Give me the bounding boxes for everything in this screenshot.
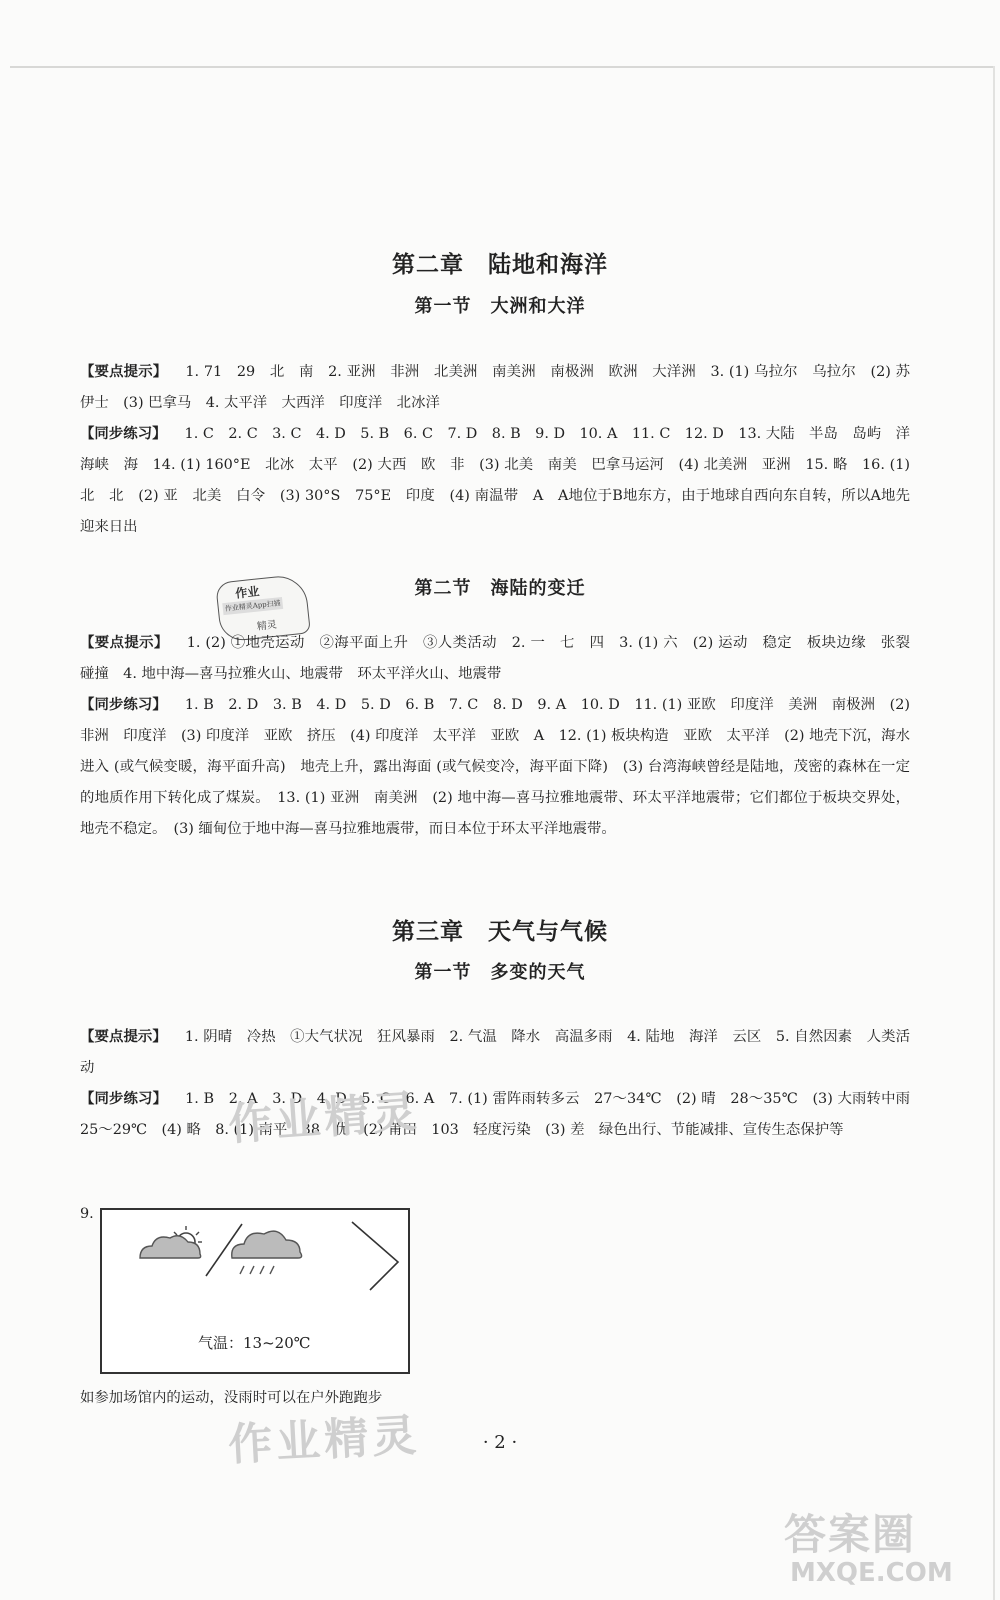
stamp-line1: 作业	[234, 584, 260, 601]
watermark-1: 作业精灵	[226, 1086, 422, 1151]
page-edge-top	[10, 66, 995, 68]
key-points-text: 1. (2) ①地壳运动 ②海平面上升 ③人类活动 2. 一 七 四 3. (1) 六 (2) 运动 稳定 板块边缘 张裂 碰撞 4. 地中海—喜马拉雅火山、地震带 环太平洋火山、地震带	[80, 635, 925, 682]
logo-daanquan: 答案圈	[784, 1510, 917, 1559]
chapter3-section1-title: 第一节 多变的天气	[414, 962, 586, 983]
key-points-tag: 【要点提示】	[80, 363, 168, 380]
chapter2-section2-practice	[80, 689, 910, 845]
page-number: · 2 ·	[482, 1432, 518, 1453]
chapter3-section1-practice	[80, 1083, 925, 1146]
stamp-line2: 作业精灵App扫描	[222, 597, 283, 615]
practice-tag: 【同步练习】	[80, 1090, 168, 1107]
key-points-text: 1. 阴晴 冷热 ①大气状况 狂风暴雨 2. 气温 降水 高温多雨 4. 陆地 海洋 云区 5. 自然因素 人类活动	[80, 1029, 910, 1076]
chapter2-title: 第二章 陆地和海洋	[392, 251, 608, 278]
sun-behind-cloud-icon	[140, 1226, 202, 1258]
chapter2-section1-practice	[80, 418, 925, 543]
chapter2-section2-title: 第二节 海陆的变迁	[414, 578, 586, 599]
q9-note: 如参加场馆内的运动，没雨时可以在户外跑跑步	[80, 1390, 383, 1406]
chapter2-section2-key-points	[80, 627, 925, 690]
logo-url: MXQE.COM	[790, 1558, 953, 1588]
practice-tag: 【同步练习】	[80, 696, 167, 713]
key-points-tag: 【要点提示】	[80, 1028, 167, 1045]
practice-text: 1. C 2. C 3. C 4. D 5. B 6. C 7. D 8. B 9. D 10. A 11. C 12. D 13. 大陆 半岛 岛屿 洋 海峡 海 14. (1) 160°E 北冰 太平 (2) 大西 欧 非 (3) 北美 南美 巴拿马运河 (4) 北美洲 亚洲 15. 略 16. (1) 北 北 (2) 亚 北美 白令 (3) 30°S 75°E 印度 (4) 南温带 A A地位于B地东方，由于地球自西向东自转，所以A地先迎来日出	[80, 426, 925, 535]
q9-weather-diagram	[100, 1208, 410, 1374]
practice-text: 1. B 2. D 3. B 4. D 5. D 6. B 7. C 8. D 9. A 10. D 11. (1) 亚欧 印度洋 美洲 南极洲 (2) 非洲 印度洋 (3) 印度洋 亚欧 挤压 (4) 印度洋 太平洋 亚欧 A 12. (1) 板块构造 亚欧 太平洋 (2) 地壳下沉，海水进入 (或气候变暖，海平面升高) 地壳上升，露出海面 (或气候变冷，海平面下降) (3) 台湾海峡曾经是陆地，茂密的森林在一定的地质作用下转化成了煤炭。 13. (1) 亚洲 南美洲 (2) 地中海—喜马拉雅地震带、环太平洋地震带；它们都位于板块交界处，地壳不稳定。 (3) 缅甸位于地中海—喜马拉雅地震带，而日本位于环太平洋地震带。	[80, 697, 910, 837]
chapter2-section1-key-points	[80, 356, 910, 419]
chapter2-section1-title: 第一节 大洲和大洋	[414, 296, 586, 317]
q9-number: 9.	[80, 1206, 94, 1222]
stamp-line3: 精灵	[256, 619, 278, 633]
key-points-text: 1. 71 29 北 南 2. 亚洲 非洲 北美洲 南美洲 南极洲 欧洲 大洋洲 3. (1) 乌拉尔 乌拉尔 (2) 苏伊士 (3) 巴拿马 4. 太平洋 大西洋 印度洋 北冰洋	[80, 364, 910, 411]
practice-tag: 【同步练习】	[80, 425, 167, 442]
key-points-tag: 【要点提示】	[80, 634, 169, 651]
wind-arrow-icon	[352, 1222, 398, 1290]
chapter3-section1-key-points	[80, 1021, 910, 1084]
practice-text: 1. B 2. A 3. D 4. D 5. C 6. A 7. (1) 雷阵雨转多云 27～34℃ (2) 晴 28～35℃ (3) 大雨转中雨 25～29℃ (4) 略 8. (1) 南平 38 优 (2) 莆田 103 轻度污染 (3) 差 绿色出行、节能减排、宣传生态保护等	[80, 1091, 925, 1138]
q9-temperature-label: 气温：13~20℃	[198, 1334, 311, 1352]
chapter3-title: 第三章 天气与气候	[392, 918, 608, 945]
watermark-2: 作业精灵	[227, 1410, 422, 1471]
rain-cloud-icon	[232, 1231, 302, 1274]
